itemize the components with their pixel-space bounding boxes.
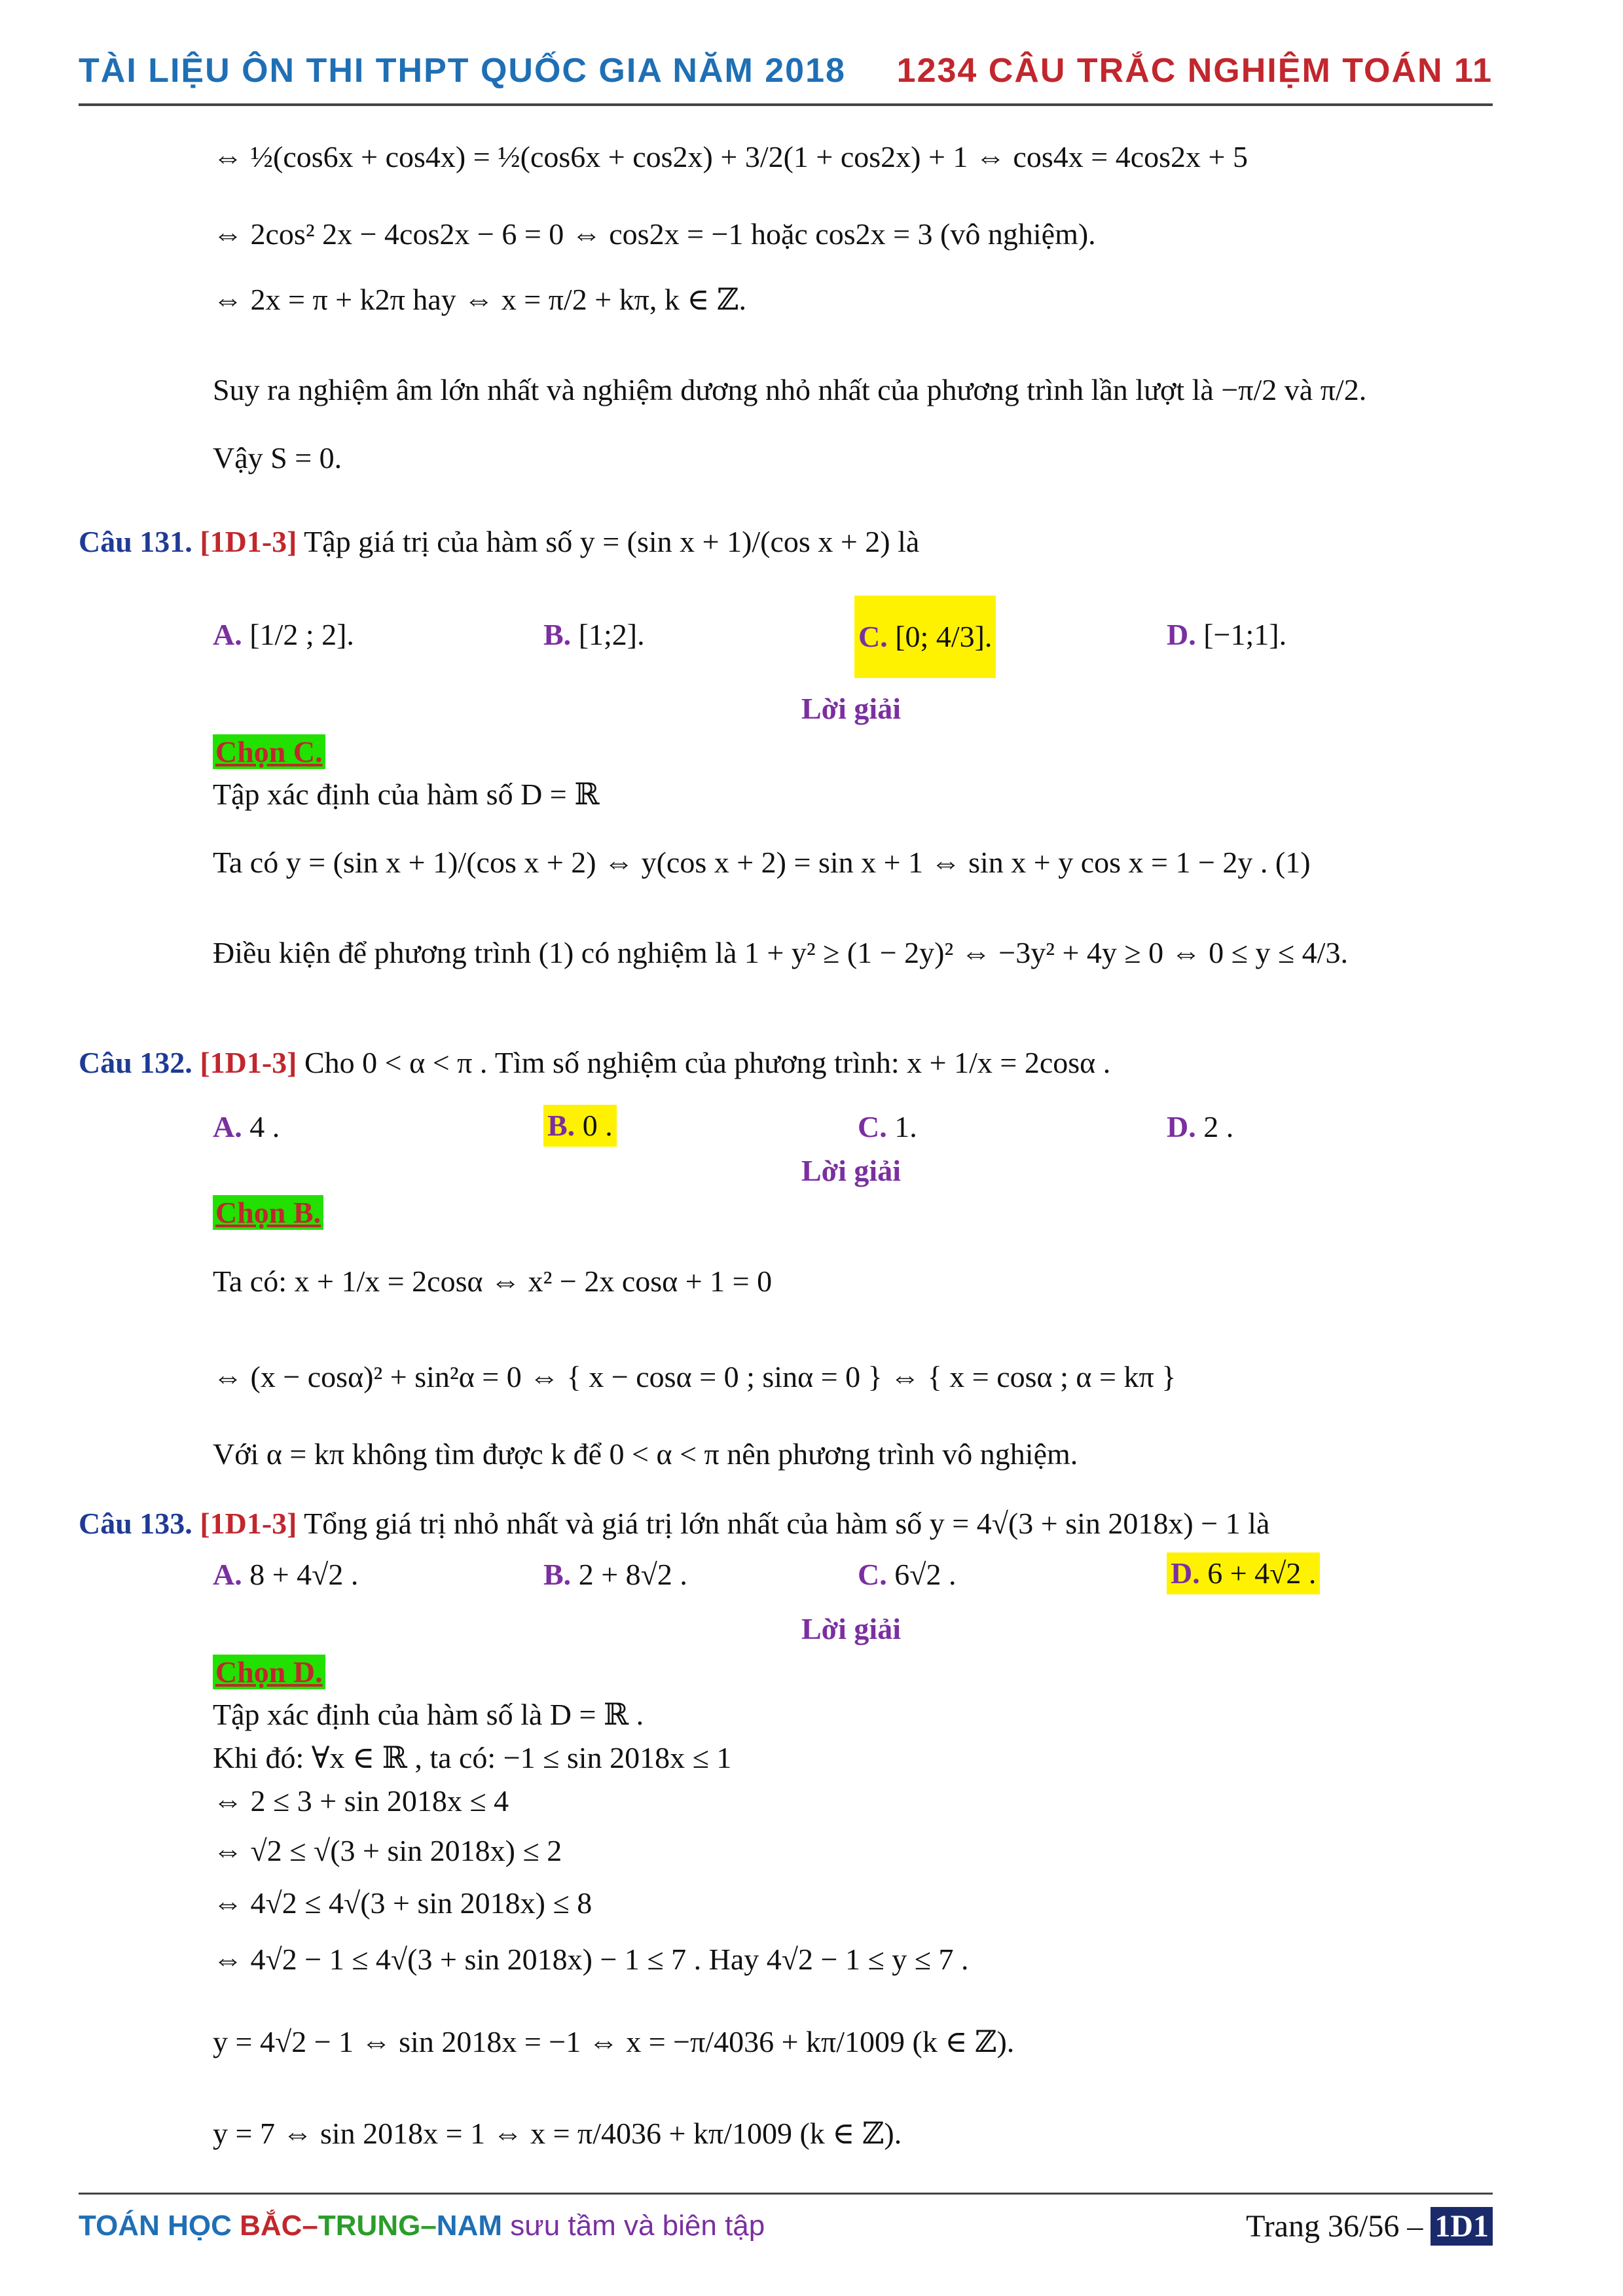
solution-line: Tập xác định của hàm số là D = ℝ .	[213, 1698, 644, 1731]
solution-title: Lời giải	[801, 1612, 901, 1645]
solution-line: Ta có y = (sin x + 1)/(cos x + 2) ⇔ y(cos x + 2) = sin x + 1 ⇔ sin x + y cos x = 1 − 2y . (1)	[213, 846, 1311, 879]
top-line-1: ⇔ ½(cos6x + cos4x) = ½(cos6x + cos2x) + 3/2(1 + cos2x) + 1 ⇔ cos4x = 4cos2x + 5	[213, 140, 1248, 173]
chosen-answer: Chọn D.	[213, 1655, 325, 1689]
solution-line: y = 7 ⇔ sin 2018x = 1 ⇔ x = π/4036 + kπ/1009 (k ∈ ℤ).	[213, 2117, 902, 2150]
chosen-answer: Chọn C.	[213, 734, 325, 769]
page-number: Trang 36/56 – 1D1	[1246, 2207, 1493, 2246]
page-header	[79, 51, 1493, 97]
solution-title: Lời giải	[801, 692, 901, 725]
solution-line: Khi đó: ∀x ∈ ℝ , ta có: −1 ≤ sin 2018x ≤ 1	[213, 1741, 732, 1774]
option-a: A. [1/2 ; 2].	[213, 618, 354, 651]
option-c-highlighted: C. [0; 4/3].	[854, 596, 996, 678]
header-title-left: TÀI LIỆU ÔN THI THPT QUỐC GIA NĂM 2018	[79, 52, 846, 90]
question-text: Tập giá trị của hàm số y = (sin x + 1)/(cos x + 2) là	[304, 525, 920, 558]
solution-line: Điều kiện để phương trình (1) có nghiệm là 1 + y² ≥ (1 − 2y)² ⇔ −3y² + 4y ≥ 0 ⇔ 0 ≤ y ≤ 4/3.	[213, 936, 1348, 969]
solution-line: ⇔ 4√2 − 1 ≤ 4√(3 + sin 2018x) − 1 ≤ 7 . Hay 4√2 − 1 ≤ y ≤ 7 .	[213, 1943, 969, 1976]
question-tag: [1D1-3]	[200, 1046, 297, 1079]
question-label: Câu 132.	[79, 1046, 192, 1079]
option-a: A. 8 + 4√2 .	[213, 1558, 359, 1591]
footer-credit: TOÁN HỌC BẮC–TRUNG–NAM sưu tầm và biên tập	[79, 2210, 765, 2242]
solution-line: y = 4√2 − 1 ⇔ sin 2018x = −1 ⇔ x = −π/4036 + kπ/1009 (k ∈ ℤ).	[213, 2025, 1015, 2058]
chapter-badge: 1D1	[1431, 2207, 1493, 2246]
solution-line: ⇔ √2 ≤ √(3 + sin 2018x) ≤ 2	[213, 1834, 562, 1867]
solution-line: Ta có: x + 1/x = 2cosα ⇔ x² − 2x cosα + 1 = 0	[213, 1265, 773, 1298]
header-title-right: 1234 CÂU TRẮC NGHIỆM TOÁN 11	[896, 52, 1493, 90]
question-label: Câu 131.	[79, 525, 192, 558]
chosen-answer: Chọn B.	[213, 1195, 323, 1230]
solution-line: ⇔ (x − cosα)² + sin²α = 0 ⇔ { x − cosα = 0 ; sinα = 0 } ⇔ { x = cosα ; α = kπ }	[213, 1360, 1176, 1393]
footer-divider	[79, 2193, 1493, 2195]
option-c: C. 6√2 .	[858, 1558, 957, 1591]
solution-line: Tập xác định của hàm số D = ℝ	[213, 778, 600, 811]
question-text: Cho 0 < α < π . Tìm số nghiệm của phương trình: x + 1/x = 2cosα .	[304, 1046, 1111, 1079]
option-b: B. 2 + 8√2 .	[543, 1558, 687, 1591]
option-b-highlighted: B. 0 .	[543, 1105, 617, 1147]
option-d-highlighted: D. 6 + 4√2 .	[1167, 1552, 1320, 1594]
question-tag: [1D1-3]	[200, 525, 297, 558]
option-b: B. [1;2].	[543, 618, 645, 651]
top-line-5: Vậy S = 0.	[213, 441, 342, 475]
top-line-3: ⇔ 2x = π + k2π hay ⇔ x = π/2 + kπ, k ∈ ℤ.	[213, 283, 746, 316]
option-c: C. 1.	[858, 1110, 917, 1143]
header-divider	[79, 103, 1493, 106]
question-text: Tổng giá trị nhỏ nhất và giá trị lớn nhất của hàm số y = 4√(3 + sin 2018x) − 1 là	[304, 1507, 1270, 1540]
option-d: D. [−1;1].	[1167, 618, 1287, 651]
top-line-2: ⇔ 2cos² 2x − 4cos2x − 6 = 0 ⇔ cos2x = −1 hoặc cos2x = 3 (vô nghiệm).	[213, 217, 1096, 251]
question-132	[79, 1045, 1110, 1081]
solution-line: Với α = kπ không tìm được k để 0 < α < π nên phương trình vô nghiệm.	[213, 1437, 1078, 1471]
option-a: A. 4 .	[213, 1110, 280, 1143]
solution-line: ⇔ 2 ≤ 3 + sin 2018x ≤ 4	[213, 1784, 509, 1818]
top-line-4: Suy ra nghiệm âm lớn nhất và nghiệm dương nhỏ nhất của phương trình lần lượt là −π/2 và π/2.	[213, 373, 1367, 406]
question-131	[79, 524, 919, 560]
solution-line: ⇔ 4√2 ≤ 4√(3 + sin 2018x) ≤ 8	[213, 1886, 593, 1920]
question-label: Câu 133.	[79, 1507, 192, 1540]
page-footer	[79, 2204, 1493, 2250]
option-d: D. 2 .	[1167, 1110, 1234, 1143]
question-133	[79, 1505, 1269, 1542]
question-tag: [1D1-3]	[200, 1507, 297, 1540]
solution-title: Lời giải	[801, 1154, 901, 1187]
